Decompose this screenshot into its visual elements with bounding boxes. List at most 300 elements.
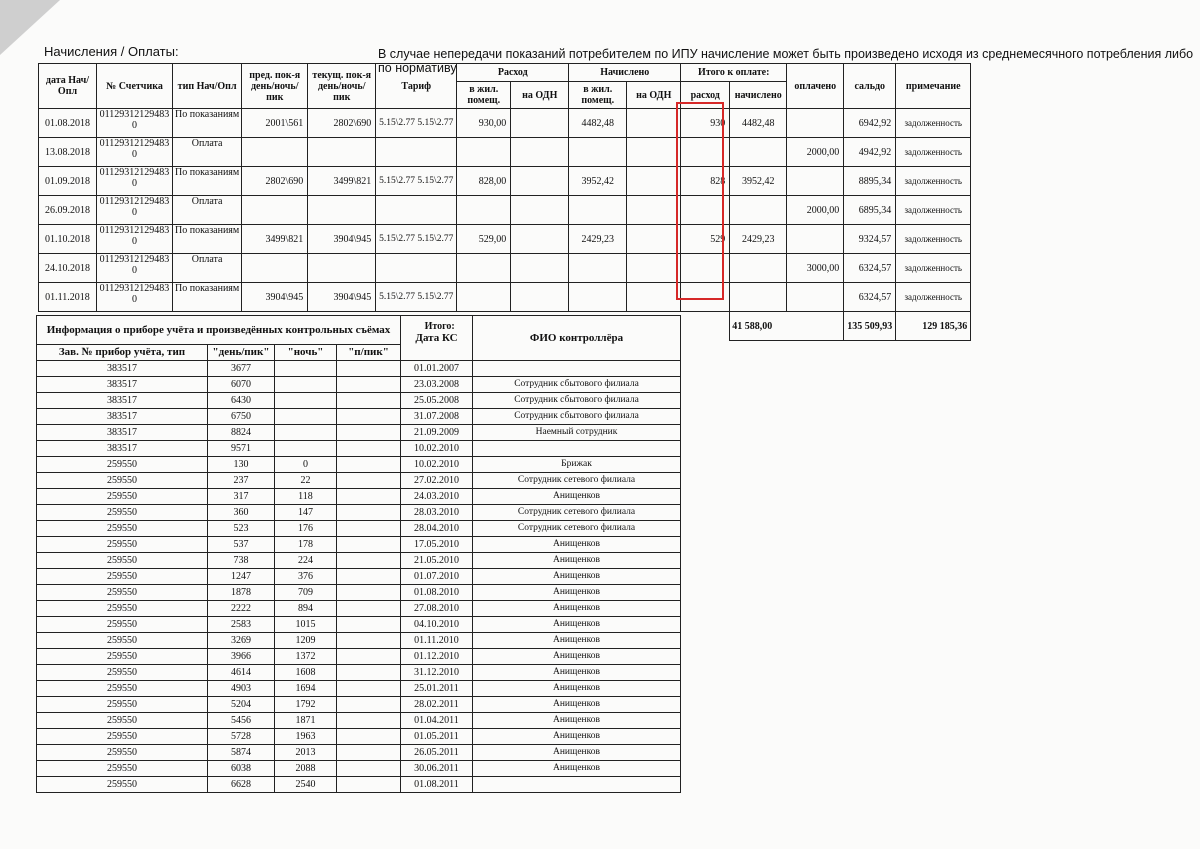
col-note: примечание [896, 64, 971, 109]
reading-night: 894 [275, 601, 337, 617]
reading-inspector: Анищенков [473, 569, 681, 585]
reading-inspector: Анищенков [473, 761, 681, 777]
reading-date: 24.03.2010 [401, 489, 473, 505]
reading-date: 27.02.2010 [401, 473, 473, 489]
reading-day: 738 [208, 553, 275, 569]
accruals-table [38, 63, 971, 341]
col-acc-living: в жил. помещ. [569, 82, 627, 109]
reading-meter: 383517 [37, 409, 208, 425]
accrual-due-consumption: 828 [681, 167, 730, 196]
reading-day: 8824 [208, 425, 275, 441]
col-cons-living: в жил. помещ. [457, 82, 511, 109]
reading-night [275, 361, 337, 377]
reading-peak [337, 633, 401, 649]
reading-row [37, 633, 681, 649]
accrual-paid [787, 109, 844, 138]
col-total-due: Итого к оплате: [681, 64, 787, 82]
accrual-acc-odn [627, 167, 681, 196]
reading-day: 2583 [208, 617, 275, 633]
accrual-paid: 2000,00 [787, 138, 844, 167]
reading-night: 2540 [275, 777, 337, 793]
reading-peak [337, 505, 401, 521]
reading-date: 26.05.2011 [401, 745, 473, 761]
reading-night: 1963 [275, 729, 337, 745]
accrual-type: Оплата [173, 196, 242, 225]
accrual-balance: 8895,34 [844, 167, 896, 196]
accrual-tariff: 5.15\2.77 5.15\2.77 [376, 109, 457, 138]
reading-date: 28.04.2010 [401, 521, 473, 537]
accrual-paid: 3000,00 [787, 254, 844, 283]
reading-night: 1209 [275, 633, 337, 649]
accrual-tariff: 5.15\2.77 5.15\2.77 [376, 283, 457, 312]
accrual-acc-odn [627, 138, 681, 167]
accrual-type: По показаниям [173, 283, 242, 312]
accrual-counter: 01129312129483 0 [97, 109, 173, 138]
reading-inspector: Сотрудник сетевого филиала [473, 473, 681, 489]
reading-date: 01.01.2007 [401, 361, 473, 377]
accrual-acc-living [569, 138, 627, 167]
accrual-cons-odn [511, 109, 569, 138]
col-paid: оплачено [787, 64, 844, 109]
reading-row [37, 697, 681, 713]
accrual-due-accrued [730, 254, 787, 283]
reading-meter: 259550 [37, 617, 208, 633]
reading-inspector: Брижак [473, 457, 681, 473]
accrual-date: 13.08.2018 [39, 138, 97, 167]
col-counter: № Счетчика [97, 64, 173, 109]
reading-date: 31.12.2010 [401, 665, 473, 681]
reading-row [37, 537, 681, 553]
accrual-tariff: 5.15\2.77 5.15\2.77 [376, 225, 457, 254]
reading-inspector: Анищенков [473, 681, 681, 697]
reading-day: 3269 [208, 633, 275, 649]
accrual-date: 24.10.2018 [39, 254, 97, 283]
reading-peak [337, 601, 401, 617]
reading-inspector: Анищенков [473, 649, 681, 665]
col-balance: сальдо [844, 64, 896, 109]
reading-peak [337, 697, 401, 713]
reading-peak [337, 745, 401, 761]
reading-row [37, 761, 681, 777]
accrual-curr-reading: 2802\690 [308, 109, 376, 138]
accrual-due-accrued: 2429,23 [730, 225, 787, 254]
reading-day: 6628 [208, 777, 275, 793]
reading-inspector: Сотрудник сбытового филиала [473, 377, 681, 393]
reading-date: 10.02.2010 [401, 457, 473, 473]
accrual-note: задолженность [896, 167, 971, 196]
reading-row [37, 601, 681, 617]
reading-night: 1871 [275, 713, 337, 729]
col-type: тип Нач/Опл [173, 64, 242, 109]
col-cons-odn: на ОДН [511, 82, 569, 109]
reading-inspector [473, 441, 681, 457]
reading-day: 2222 [208, 601, 275, 617]
reading-meter: 259550 [37, 665, 208, 681]
accrual-cons-living: 529,00 [457, 225, 511, 254]
accrual-acc-odn [627, 225, 681, 254]
accrual-counter: 01129312129483 0 [97, 225, 173, 254]
accrual-due-accrued [730, 196, 787, 225]
accrual-tariff [376, 254, 457, 283]
reading-date: 01.11.2010 [401, 633, 473, 649]
accrual-type: По показаниям [173, 167, 242, 196]
accrual-note: задолженность [896, 254, 971, 283]
reading-peak [337, 585, 401, 601]
reading-meter: 259550 [37, 505, 208, 521]
reading-meter: 259550 [37, 537, 208, 553]
accrual-row [39, 225, 971, 254]
reading-row [37, 393, 681, 409]
reading-peak [337, 377, 401, 393]
accrual-balance: 6895,34 [844, 196, 896, 225]
reading-night: 376 [275, 569, 337, 585]
reading-night: 2088 [275, 761, 337, 777]
accrual-tariff: 5.15\2.77 5.15\2.77 [376, 167, 457, 196]
accrual-balance: 9324,57 [844, 225, 896, 254]
accrual-balance: 4942,92 [844, 138, 896, 167]
accrual-type: Оплата [173, 254, 242, 283]
reading-peak [337, 537, 401, 553]
reading-night: 709 [275, 585, 337, 601]
reading-peak [337, 761, 401, 777]
reading-peak [337, 729, 401, 745]
col-peak: "п/пик" [337, 345, 401, 361]
reading-inspector: Анищенков [473, 665, 681, 681]
reading-row [37, 489, 681, 505]
accrual-type: Оплата [173, 138, 242, 167]
reading-meter: 259550 [37, 489, 208, 505]
reading-row [37, 745, 681, 761]
reading-row [37, 681, 681, 697]
reading-peak [337, 569, 401, 585]
accrual-acc-living: 2429,23 [569, 225, 627, 254]
accrual-curr-reading: 3904\945 [308, 225, 376, 254]
reading-night [275, 441, 337, 457]
accrual-tariff [376, 196, 457, 225]
notice-text: В случае непередачи показаний потребителем по ИПУ начисление может быть произведено исходя из среднемесячного потребления либо по нормативу [378, 47, 1194, 75]
reading-inspector: Сотрудник сбытового филиала [473, 393, 681, 409]
reading-inspector: Анищенков [473, 633, 681, 649]
reading-meter: 259550 [37, 569, 208, 585]
reading-peak [337, 681, 401, 697]
reading-meter: 259550 [37, 713, 208, 729]
accrual-acc-living [569, 196, 627, 225]
reading-day: 5728 [208, 729, 275, 745]
reading-meter: 259550 [37, 649, 208, 665]
meter-readings-table [36, 315, 681, 793]
reading-row [37, 553, 681, 569]
accrual-note: задолженность [896, 196, 971, 225]
accrual-acc-odn [627, 254, 681, 283]
accrual-counter: 01129312129483 0 [97, 167, 173, 196]
reading-inspector [473, 777, 681, 793]
accrual-date: 01.11.2018 [39, 283, 97, 312]
reading-peak [337, 521, 401, 537]
col-meter: Зав. № прибор учёта, тип [37, 345, 208, 361]
reading-date: 01.12.2010 [401, 649, 473, 665]
reading-day: 4903 [208, 681, 275, 697]
accrual-balance: 6324,57 [844, 283, 896, 312]
col-date: дата Нач/Опл [39, 64, 97, 109]
reading-row [37, 361, 681, 377]
reading-row [37, 473, 681, 489]
accrual-curr-reading [308, 254, 376, 283]
accrual-cons-living: 828,00 [457, 167, 511, 196]
accrual-due-accrued [730, 138, 787, 167]
reading-meter: 383517 [37, 361, 208, 377]
reading-date: 01.05.2011 [401, 729, 473, 745]
reading-date: 21.09.2009 [401, 425, 473, 441]
reading-row [37, 729, 681, 745]
col-night: "ночь" [275, 345, 337, 361]
reading-row [37, 409, 681, 425]
reading-night: 1608 [275, 665, 337, 681]
accrual-cons-odn [511, 196, 569, 225]
reading-night: 147 [275, 505, 337, 521]
reading-day: 537 [208, 537, 275, 553]
reading-night: 178 [275, 537, 337, 553]
accrual-row [39, 109, 971, 138]
reading-date: 10.02.2010 [401, 441, 473, 457]
reading-night [275, 377, 337, 393]
accrual-cons-odn [511, 283, 569, 312]
reading-row [37, 377, 681, 393]
accrual-prev-reading: 2001\561 [242, 109, 308, 138]
reading-day: 3966 [208, 649, 275, 665]
accrual-note: задолженность [896, 109, 971, 138]
accrual-paid [787, 167, 844, 196]
reading-inspector [473, 361, 681, 377]
reading-day: 9571 [208, 441, 275, 457]
reading-meter: 259550 [37, 777, 208, 793]
reading-inspector: Анищенков [473, 537, 681, 553]
accrual-curr-reading [308, 196, 376, 225]
reading-inspector: Анищенков [473, 553, 681, 569]
accrual-due-accrued: 3952,42 [730, 167, 787, 196]
accrual-date: 01.08.2018 [39, 109, 97, 138]
reading-inspector: Наемный сотрудник [473, 425, 681, 441]
reading-meter: 259550 [37, 457, 208, 473]
accrual-cons-living [457, 254, 511, 283]
reading-meter: 259550 [37, 729, 208, 745]
reading-peak [337, 649, 401, 665]
accrual-note: задолженность [896, 225, 971, 254]
accrual-cons-odn [511, 138, 569, 167]
reading-row [37, 457, 681, 473]
reading-date: 01.04.2011 [401, 713, 473, 729]
reading-day: 5456 [208, 713, 275, 729]
accrual-acc-living: 3952,42 [569, 167, 627, 196]
reading-day: 1247 [208, 569, 275, 585]
reading-meter: 383517 [37, 425, 208, 441]
reading-date: 28.03.2010 [401, 505, 473, 521]
reading-night: 1792 [275, 697, 337, 713]
section-title: Начисления / Оплаты: [44, 44, 179, 59]
total-accrued: 135 509,93 [844, 312, 896, 341]
col-acc-odn: на ОДН [627, 82, 681, 109]
accrual-counter: 01129312129483 0 [97, 138, 173, 167]
accrual-date: 01.09.2018 [39, 167, 97, 196]
col-due-accrued: начислено [730, 82, 787, 109]
accrual-cons-living: 930,00 [457, 109, 511, 138]
reading-meter: 259550 [37, 521, 208, 537]
reading-row [37, 521, 681, 537]
reading-meter: 383517 [37, 441, 208, 457]
accrual-cons-odn [511, 254, 569, 283]
reading-meter: 259550 [37, 745, 208, 761]
accrual-type: По показаниям [173, 109, 242, 138]
reading-inspector: Анищенков [473, 729, 681, 745]
accrual-prev-reading [242, 254, 308, 283]
reading-day: 6750 [208, 409, 275, 425]
reading-peak [337, 409, 401, 425]
accrual-prev-reading: 3499\821 [242, 225, 308, 254]
reading-date: 23.03.2008 [401, 377, 473, 393]
reading-inspector: Анищенков [473, 601, 681, 617]
reading-peak [337, 617, 401, 633]
reading-peak [337, 425, 401, 441]
readings-title: Информация о приборе учёта и произведённых контрольных съёмах [37, 316, 401, 345]
reading-night: 0 [275, 457, 337, 473]
reading-day: 6430 [208, 393, 275, 409]
reading-night [275, 425, 337, 441]
accrual-counter: 01129312129483 0 [97, 196, 173, 225]
reading-inspector: Сотрудник сетевого филиала [473, 521, 681, 537]
reading-date: 17.05.2010 [401, 537, 473, 553]
reading-meter: 259550 [37, 761, 208, 777]
accrual-tariff [376, 138, 457, 167]
reading-night [275, 393, 337, 409]
reading-date: 01.07.2010 [401, 569, 473, 585]
reading-date: 21.05.2010 [401, 553, 473, 569]
reading-row [37, 713, 681, 729]
accrual-cons-living [457, 138, 511, 167]
reading-night [275, 409, 337, 425]
reading-row [37, 649, 681, 665]
reading-row [37, 665, 681, 681]
reading-date: 01.08.2010 [401, 585, 473, 601]
col-ks-date: Дата КС [401, 316, 473, 361]
accrual-row [39, 138, 971, 167]
reading-day: 6038 [208, 761, 275, 777]
reading-night: 2013 [275, 745, 337, 761]
reading-peak [337, 665, 401, 681]
reading-inspector: Анищенков [473, 697, 681, 713]
col-accrued: Начислено [569, 64, 681, 82]
reading-day: 4614 [208, 665, 275, 681]
accrual-paid: 2000,00 [787, 196, 844, 225]
accrual-paid [787, 283, 844, 312]
reading-row [37, 441, 681, 457]
reading-meter: 259550 [37, 473, 208, 489]
reading-inspector: Анищенков [473, 617, 681, 633]
reading-night: 224 [275, 553, 337, 569]
accrual-note: задолженность [896, 138, 971, 167]
accrual-prev-reading [242, 138, 308, 167]
reading-peak [337, 553, 401, 569]
reading-inspector: Сотрудник сбытового филиала [473, 409, 681, 425]
accrual-due-accrued: 4482,48 [730, 109, 787, 138]
reading-peak [337, 457, 401, 473]
reading-peak [337, 473, 401, 489]
accrual-curr-reading: 3904\945 [308, 283, 376, 312]
reading-meter: 259550 [37, 633, 208, 649]
reading-night: 22 [275, 473, 337, 489]
accrual-row [39, 283, 971, 312]
reading-peak [337, 393, 401, 409]
accrual-prev-reading: 3904\945 [242, 283, 308, 312]
accrual-date: 26.09.2018 [39, 196, 97, 225]
accrual-acc-odn [627, 196, 681, 225]
reading-meter: 259550 [37, 553, 208, 569]
reading-day: 130 [208, 457, 275, 473]
reading-day: 317 [208, 489, 275, 505]
reading-date: 04.10.2010 [401, 617, 473, 633]
reading-day: 5874 [208, 745, 275, 761]
accrual-prev-reading: 2802\690 [242, 167, 308, 196]
reading-day: 5204 [208, 697, 275, 713]
totals-label: Итого: [424, 320, 455, 332]
accrual-cons-odn [511, 167, 569, 196]
accrual-row [39, 167, 971, 196]
col-prev: пред. пок-я день/ночь/пик [242, 64, 308, 109]
reading-row [37, 585, 681, 601]
accrual-due-consumption: 529 [681, 225, 730, 254]
col-inspector: ФИО контроллёра [473, 316, 681, 361]
reading-night: 1372 [275, 649, 337, 665]
reading-meter: 259550 [37, 681, 208, 697]
reading-day: 523 [208, 521, 275, 537]
reading-row [37, 617, 681, 633]
accrual-balance: 6324,57 [844, 254, 896, 283]
reading-day: 237 [208, 473, 275, 489]
accrual-cons-odn [511, 225, 569, 254]
accrual-date: 01.10.2018 [39, 225, 97, 254]
reading-inspector: Анищенков [473, 713, 681, 729]
reading-inspector: Сотрудник сетевого филиала [473, 505, 681, 521]
accrual-curr-reading: 3499\821 [308, 167, 376, 196]
accrual-acc-odn [627, 109, 681, 138]
accrual-prev-reading [242, 196, 308, 225]
total-consumption: 41 588,00 [732, 320, 773, 332]
accrual-acc-living: 4482,48 [569, 109, 627, 138]
reading-date: 01.08.2011 [401, 777, 473, 793]
reading-date: 28.02.2011 [401, 697, 473, 713]
accrual-acc-odn [627, 283, 681, 312]
reading-peak [337, 713, 401, 729]
reading-peak [337, 361, 401, 377]
total-paid: 129 185,36 [896, 312, 971, 341]
col-day: "день/пик" [208, 345, 275, 361]
reading-meter: 383517 [37, 393, 208, 409]
accrual-curr-reading [308, 138, 376, 167]
accrual-balance: 6942,92 [844, 109, 896, 138]
reading-day: 6070 [208, 377, 275, 393]
reading-meter: 383517 [37, 377, 208, 393]
reading-night: 118 [275, 489, 337, 505]
reading-inspector: Анищенков [473, 745, 681, 761]
accrual-row [39, 196, 971, 225]
reading-date: 25.05.2008 [401, 393, 473, 409]
accrual-note: задолженность [896, 283, 971, 312]
col-curr: текущ. пок-я день/ночь/пик [308, 64, 376, 109]
reading-day: 1878 [208, 585, 275, 601]
reading-day: 360 [208, 505, 275, 521]
accrual-cons-living [457, 283, 511, 312]
reading-peak [337, 777, 401, 793]
reading-night: 176 [275, 521, 337, 537]
accrual-cons-living [457, 196, 511, 225]
